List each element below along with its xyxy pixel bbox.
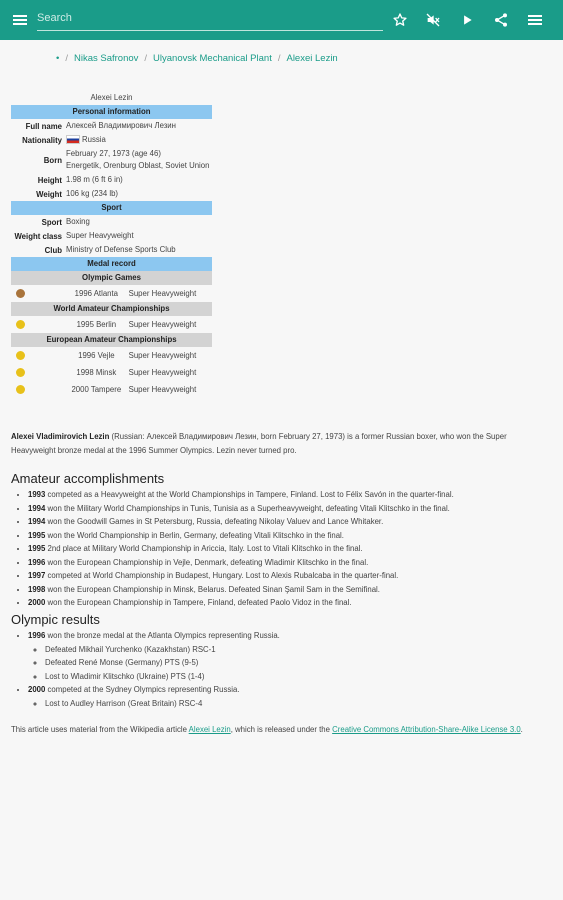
section-heading-amateur: Amateur accomplishments bbox=[11, 471, 165, 486]
competition-header: World Amateur Championships bbox=[11, 302, 212, 316]
year-label: 1995 bbox=[28, 544, 46, 553]
club-value: Ministry of Defense Sports Club bbox=[66, 245, 176, 254]
amateur-list bbox=[11, 488, 546, 610]
bout-list bbox=[28, 643, 546, 684]
bout-item: ◦ Defeated Mikhail Yurchenko (Kazakhstan) RSC-1 bbox=[45, 643, 546, 657]
article-subject-name: Alexei Vladimirovich Lezin bbox=[11, 432, 110, 441]
medal-event[interactable]: 1996 Atlanta bbox=[74, 288, 118, 298]
born-date-value: February 27, 1973 (age 46) bbox=[66, 149, 161, 158]
weight-class-value: Super Heavyweight bbox=[66, 231, 134, 240]
medal-row bbox=[11, 381, 212, 398]
section-heading-olympic: Olympic results bbox=[11, 612, 100, 627]
olympic-list bbox=[11, 629, 546, 710]
gold-medal-icon bbox=[16, 351, 25, 360]
mute-icon[interactable] bbox=[419, 0, 447, 40]
medal-event[interactable]: 2000 Tampere bbox=[71, 384, 122, 394]
breadcrumb-link[interactable]: Ulyanovsk Mechanical Plant bbox=[153, 53, 272, 64]
competition-header: Olympic Games bbox=[11, 271, 212, 285]
field-label: Full name bbox=[25, 121, 62, 131]
height-value: 1.98 m (6 ft 6 in) bbox=[66, 175, 123, 184]
license-footer bbox=[11, 723, 546, 737]
medal-class: Super Heavyweight bbox=[128, 367, 197, 377]
breadcrumb-current[interactable]: Alexei Lezin bbox=[286, 53, 338, 64]
list-item-text: won the European Championship in Tampere, Finland, defeated Paolo Vidoz in the final. bbox=[45, 598, 352, 607]
infobox bbox=[11, 91, 212, 398]
year-label: 1997 bbox=[28, 571, 46, 580]
breadcrumb-root[interactable]: • bbox=[56, 53, 60, 64]
medal-class: Super Heavyweight bbox=[128, 288, 197, 298]
footer-text: . bbox=[520, 725, 523, 734]
list-item bbox=[28, 515, 546, 529]
year-label: 1996 bbox=[28, 631, 46, 640]
year-label: 1996 bbox=[28, 557, 46, 567]
year-label: 1995 bbox=[28, 530, 46, 540]
breadcrumb: • / Nikas Safronov / Ulyanovsk Mechanical Plant / Alexei Lezin bbox=[56, 53, 338, 64]
year-label: 1994 bbox=[28, 517, 46, 526]
amateur-list-container bbox=[11, 488, 546, 610]
bout-item: ◦ Defeated René Monse (Germany) PTS (9-5) bbox=[45, 656, 546, 670]
infobox-section-header: Sport bbox=[11, 201, 212, 215]
russia-flag-icon bbox=[66, 135, 80, 144]
menu-icon[interactable] bbox=[6, 0, 34, 40]
field-label: Nationality bbox=[22, 135, 62, 145]
bout-item: ◦ Lost to Audley Harrison (Great Britain) RSC-4 bbox=[45, 697, 546, 711]
list-item bbox=[28, 569, 546, 583]
share-icon[interactable] bbox=[487, 0, 515, 40]
list-item-text: won the Goodwill Games in St Petersburg, Russia, defeating Nikolay Valuev and Lance Whitaker. bbox=[45, 517, 384, 526]
medal-class: Super Heavyweight bbox=[128, 350, 197, 360]
list-item bbox=[28, 542, 546, 556]
bout-list bbox=[28, 697, 546, 711]
list-item bbox=[28, 529, 546, 543]
list-item bbox=[28, 596, 546, 610]
intro-paragraph bbox=[11, 430, 546, 457]
medal-event[interactable]: 1995 Berlin bbox=[76, 319, 117, 329]
year-label: 2000 bbox=[28, 598, 46, 607]
competition-header: European Amateur Championships bbox=[11, 333, 212, 347]
gold-medal-icon bbox=[16, 385, 25, 394]
list-item-text: competed at World Championship in Budapest, Hungary. Lost to Alexis Rubalcaba in the quarter-final. bbox=[45, 571, 399, 580]
medal-row bbox=[11, 316, 212, 333]
olympic-list-container bbox=[11, 629, 546, 710]
toc-icon[interactable] bbox=[521, 0, 549, 40]
list-item bbox=[28, 629, 546, 683]
list-item-text: competed at the Sydney Olympics representing Russia. bbox=[45, 685, 240, 694]
star-icon[interactable] bbox=[386, 0, 414, 40]
list-item bbox=[28, 488, 546, 502]
medal-row bbox=[11, 347, 212, 364]
field-label: Weight class bbox=[14, 231, 62, 241]
list-item bbox=[28, 683, 546, 710]
intro-text: (Russian: Алексей Владимирович Лезин, born February 27, 1973) is a former Russian boxer, who won the Super Heavyweight bronze medal at the 1996 Summer Olympics. Lezin never turned pro. bbox=[11, 432, 507, 455]
field-label: Club bbox=[44, 245, 62, 255]
infobox-section-header: Personal information bbox=[11, 105, 212, 119]
born-place-value: Energetik, Orenburg Oblast, Soviet Union bbox=[66, 161, 210, 170]
field-label: Born bbox=[43, 155, 62, 165]
footer-text: This article uses material from the Wikipedia article bbox=[11, 725, 189, 734]
search-bar[interactable] bbox=[37, 8, 383, 31]
bronze-medal-icon bbox=[16, 289, 25, 298]
infobox-section-header: Medal record bbox=[11, 257, 212, 271]
field-label: Sport bbox=[41, 217, 62, 227]
source-article-link[interactable]: Alexei Lezin bbox=[188, 725, 231, 734]
list-item-text: won the European Championship in Vejle, Denmark, defeating Wladimir Klitschko in the final. bbox=[45, 557, 369, 567]
year-label: 1998 bbox=[28, 584, 46, 594]
medal-event[interactable]: 1998 Minsk bbox=[76, 367, 117, 377]
medal-row bbox=[11, 285, 212, 302]
app-toolbar bbox=[0, 0, 563, 40]
gold-medal-icon bbox=[16, 320, 25, 329]
field-label: Height bbox=[37, 175, 62, 185]
list-item bbox=[28, 556, 546, 570]
license-link[interactable]: Creative Commons Attribution-Share-Alike License 3.0 bbox=[332, 725, 521, 734]
field-label: Weight bbox=[36, 189, 62, 199]
play-icon[interactable] bbox=[453, 0, 481, 40]
list-item bbox=[28, 502, 546, 516]
list-item-text: won the Military World Championships in Tunis, Tunisia as a Superheavyweight, defeating Vitali Klitschko in the final. bbox=[45, 503, 450, 513]
bout-item: ◦ Lost to Wladimir Klitschko (Ukraine) PTS (1-4) bbox=[45, 670, 546, 684]
list-item-text: won the World Championship in Berlin, Germany, defeating Vitali Klitschko in the final. bbox=[45, 530, 344, 540]
medal-class: Super Heavyweight bbox=[128, 319, 197, 329]
year-label: 1994 bbox=[28, 503, 46, 513]
sport-value: Boxing bbox=[66, 217, 90, 226]
breadcrumb-link[interactable]: Nikas Safronov bbox=[73, 53, 139, 64]
infobox-caption: Alexei Lezin bbox=[90, 93, 133, 102]
footer-text: , which is released under the bbox=[230, 725, 333, 734]
medal-class: Super Heavyweight bbox=[128, 384, 197, 394]
search-input[interactable] bbox=[37, 9, 383, 27]
full-name-value: Алексей Владимирович Лезин bbox=[66, 121, 176, 130]
gold-medal-icon bbox=[16, 368, 25, 377]
medal-row bbox=[11, 364, 212, 381]
list-item-text: 2nd place at Military World Championship in Ariccia, Italy. Lost to Vitali Klitschko in the final. bbox=[45, 544, 363, 553]
weight-value: 106 kg (234 lb) bbox=[66, 189, 119, 198]
year-label: 1993 bbox=[28, 490, 46, 499]
list-item-text: won the bronze medal at the Atlanta Olympics representing Russia. bbox=[45, 631, 280, 640]
list-item-text: competed as a Heavyweight at the World Championships in Tampere, Finland. Lost to Félix Savón in the quarter-final. bbox=[45, 490, 454, 499]
list-item-text: won the European Championship in Minsk, Belarus. Defeated Sinan Şamil Sam in the Semifinal. bbox=[45, 584, 380, 594]
list-item bbox=[28, 583, 546, 597]
year-label: 2000 bbox=[28, 685, 46, 694]
nationality-value[interactable]: Russia bbox=[82, 135, 106, 144]
medal-event[interactable]: 1996 Vejle bbox=[78, 350, 115, 360]
